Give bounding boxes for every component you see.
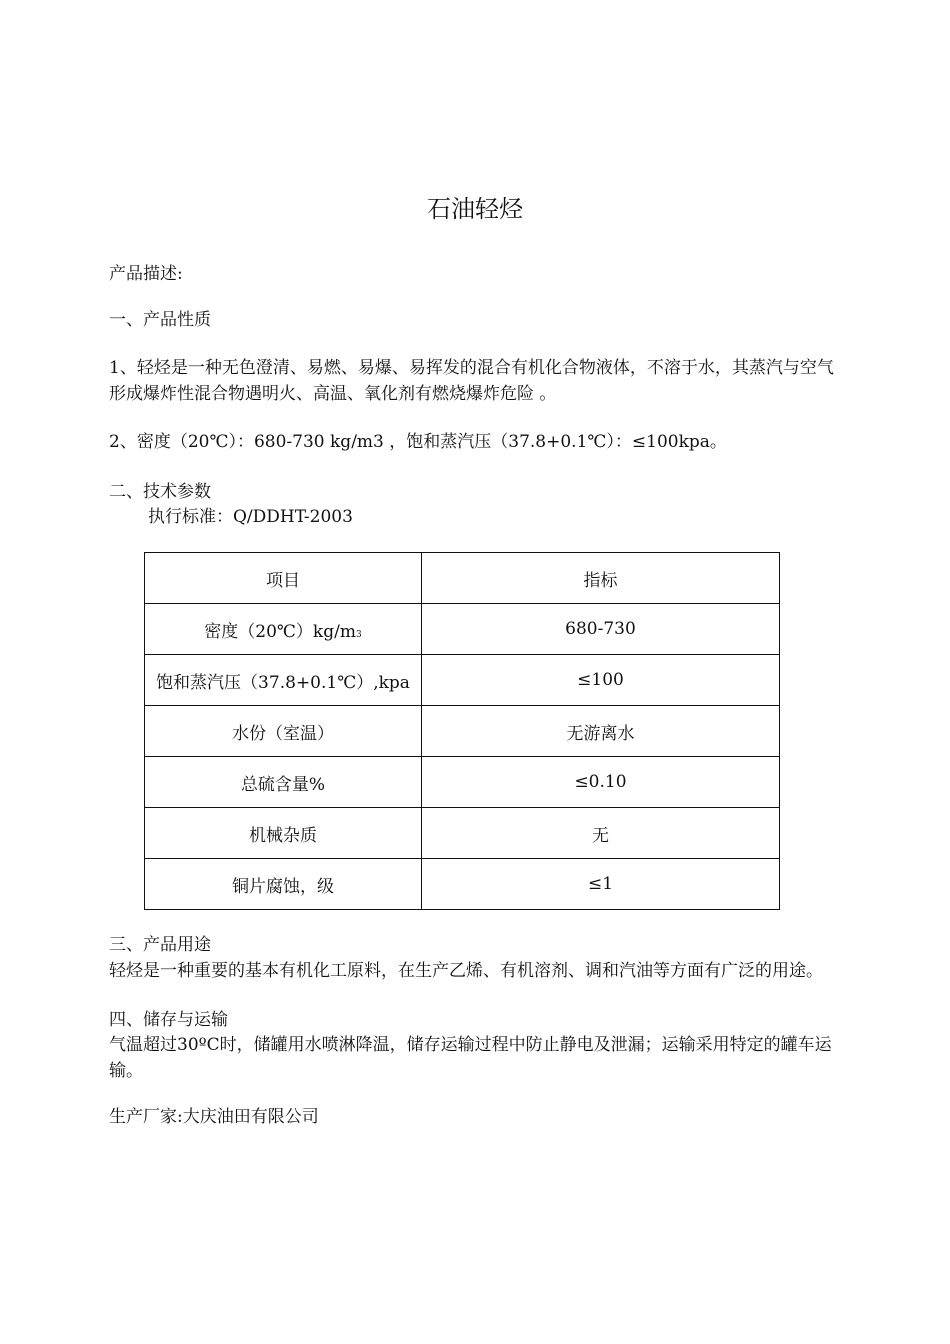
table-cell-value: ≤0.10 <box>422 757 780 808</box>
table-cell-item: 总硫含量% <box>145 757 422 808</box>
table-cell-value: 无游离水 <box>422 706 780 757</box>
section1-heading: 一、产品性质 <box>109 310 211 330</box>
table-cell-value: 680-730 <box>422 604 780 655</box>
page-title: 石油轻烃 <box>427 195 523 223</box>
table-cell-value: 无 <box>422 808 780 859</box>
section3-heading: 三、产品用途 <box>109 935 211 955</box>
spec-table <box>144 552 780 910</box>
table-header-item: 项目 <box>145 553 422 604</box>
section3-text: 轻烃是一种重要的基本有机化工原料，在生产乙烯、有机溶剂、调和汽油等方面有广泛的用途。 <box>109 961 823 981</box>
table-cell-item-superscript: 3 <box>355 629 362 640</box>
section2-heading: 二、技术参数 <box>109 482 211 502</box>
table-cell-item: 铜片腐蚀，级 <box>145 859 422 910</box>
table-cell-item <box>145 604 422 655</box>
section4-text: 气温超过30ºC时，储罐用水喷淋降温，储存运输过程中防止静电及泄漏；运输采用特定的罐车运输。 <box>109 1035 832 1081</box>
table-row <box>145 604 780 655</box>
table-cell-item-text: 密度（20℃）kg/m <box>204 621 356 642</box>
table-row <box>145 655 780 706</box>
standard-text: 执行标准：Q/DDHT-2003 <box>148 507 353 527</box>
section4-heading: 四、储存与运输 <box>109 1010 228 1030</box>
table-cell-item: 水份（室温） <box>145 706 422 757</box>
table-row <box>145 808 780 859</box>
table-row <box>145 706 780 757</box>
table-cell-item: 饱和蒸汽压（37.8+0.1℃）,kpa <box>145 655 422 706</box>
description-label: 产品描述: <box>109 264 183 284</box>
table-row <box>145 757 780 808</box>
section1-item1: 1、轻烃是一种无色澄清、易燃、易爆、易挥发的混合有机化合物液体，不溶于水，其蒸汽与空气形成爆炸性混合物遇明火、高温、氧化剂有燃烧爆炸危险 。 <box>109 358 834 404</box>
table-row <box>145 859 780 910</box>
table-header-value: 指标 <box>422 553 780 604</box>
table-header-row <box>145 553 780 604</box>
section1-item2: 2、密度（20℃）：680-730 kg/m3 ，饱和蒸汽压（37.8+0.1℃）：≤100kpa。 <box>109 432 727 452</box>
manufacturer-text: 生产厂家:大庆油田有限公司 <box>109 1107 319 1127</box>
table-cell-value: ≤1 <box>422 859 780 910</box>
table-cell-value: ≤100 <box>422 655 780 706</box>
table-cell-item: 机械杂质 <box>145 808 422 859</box>
